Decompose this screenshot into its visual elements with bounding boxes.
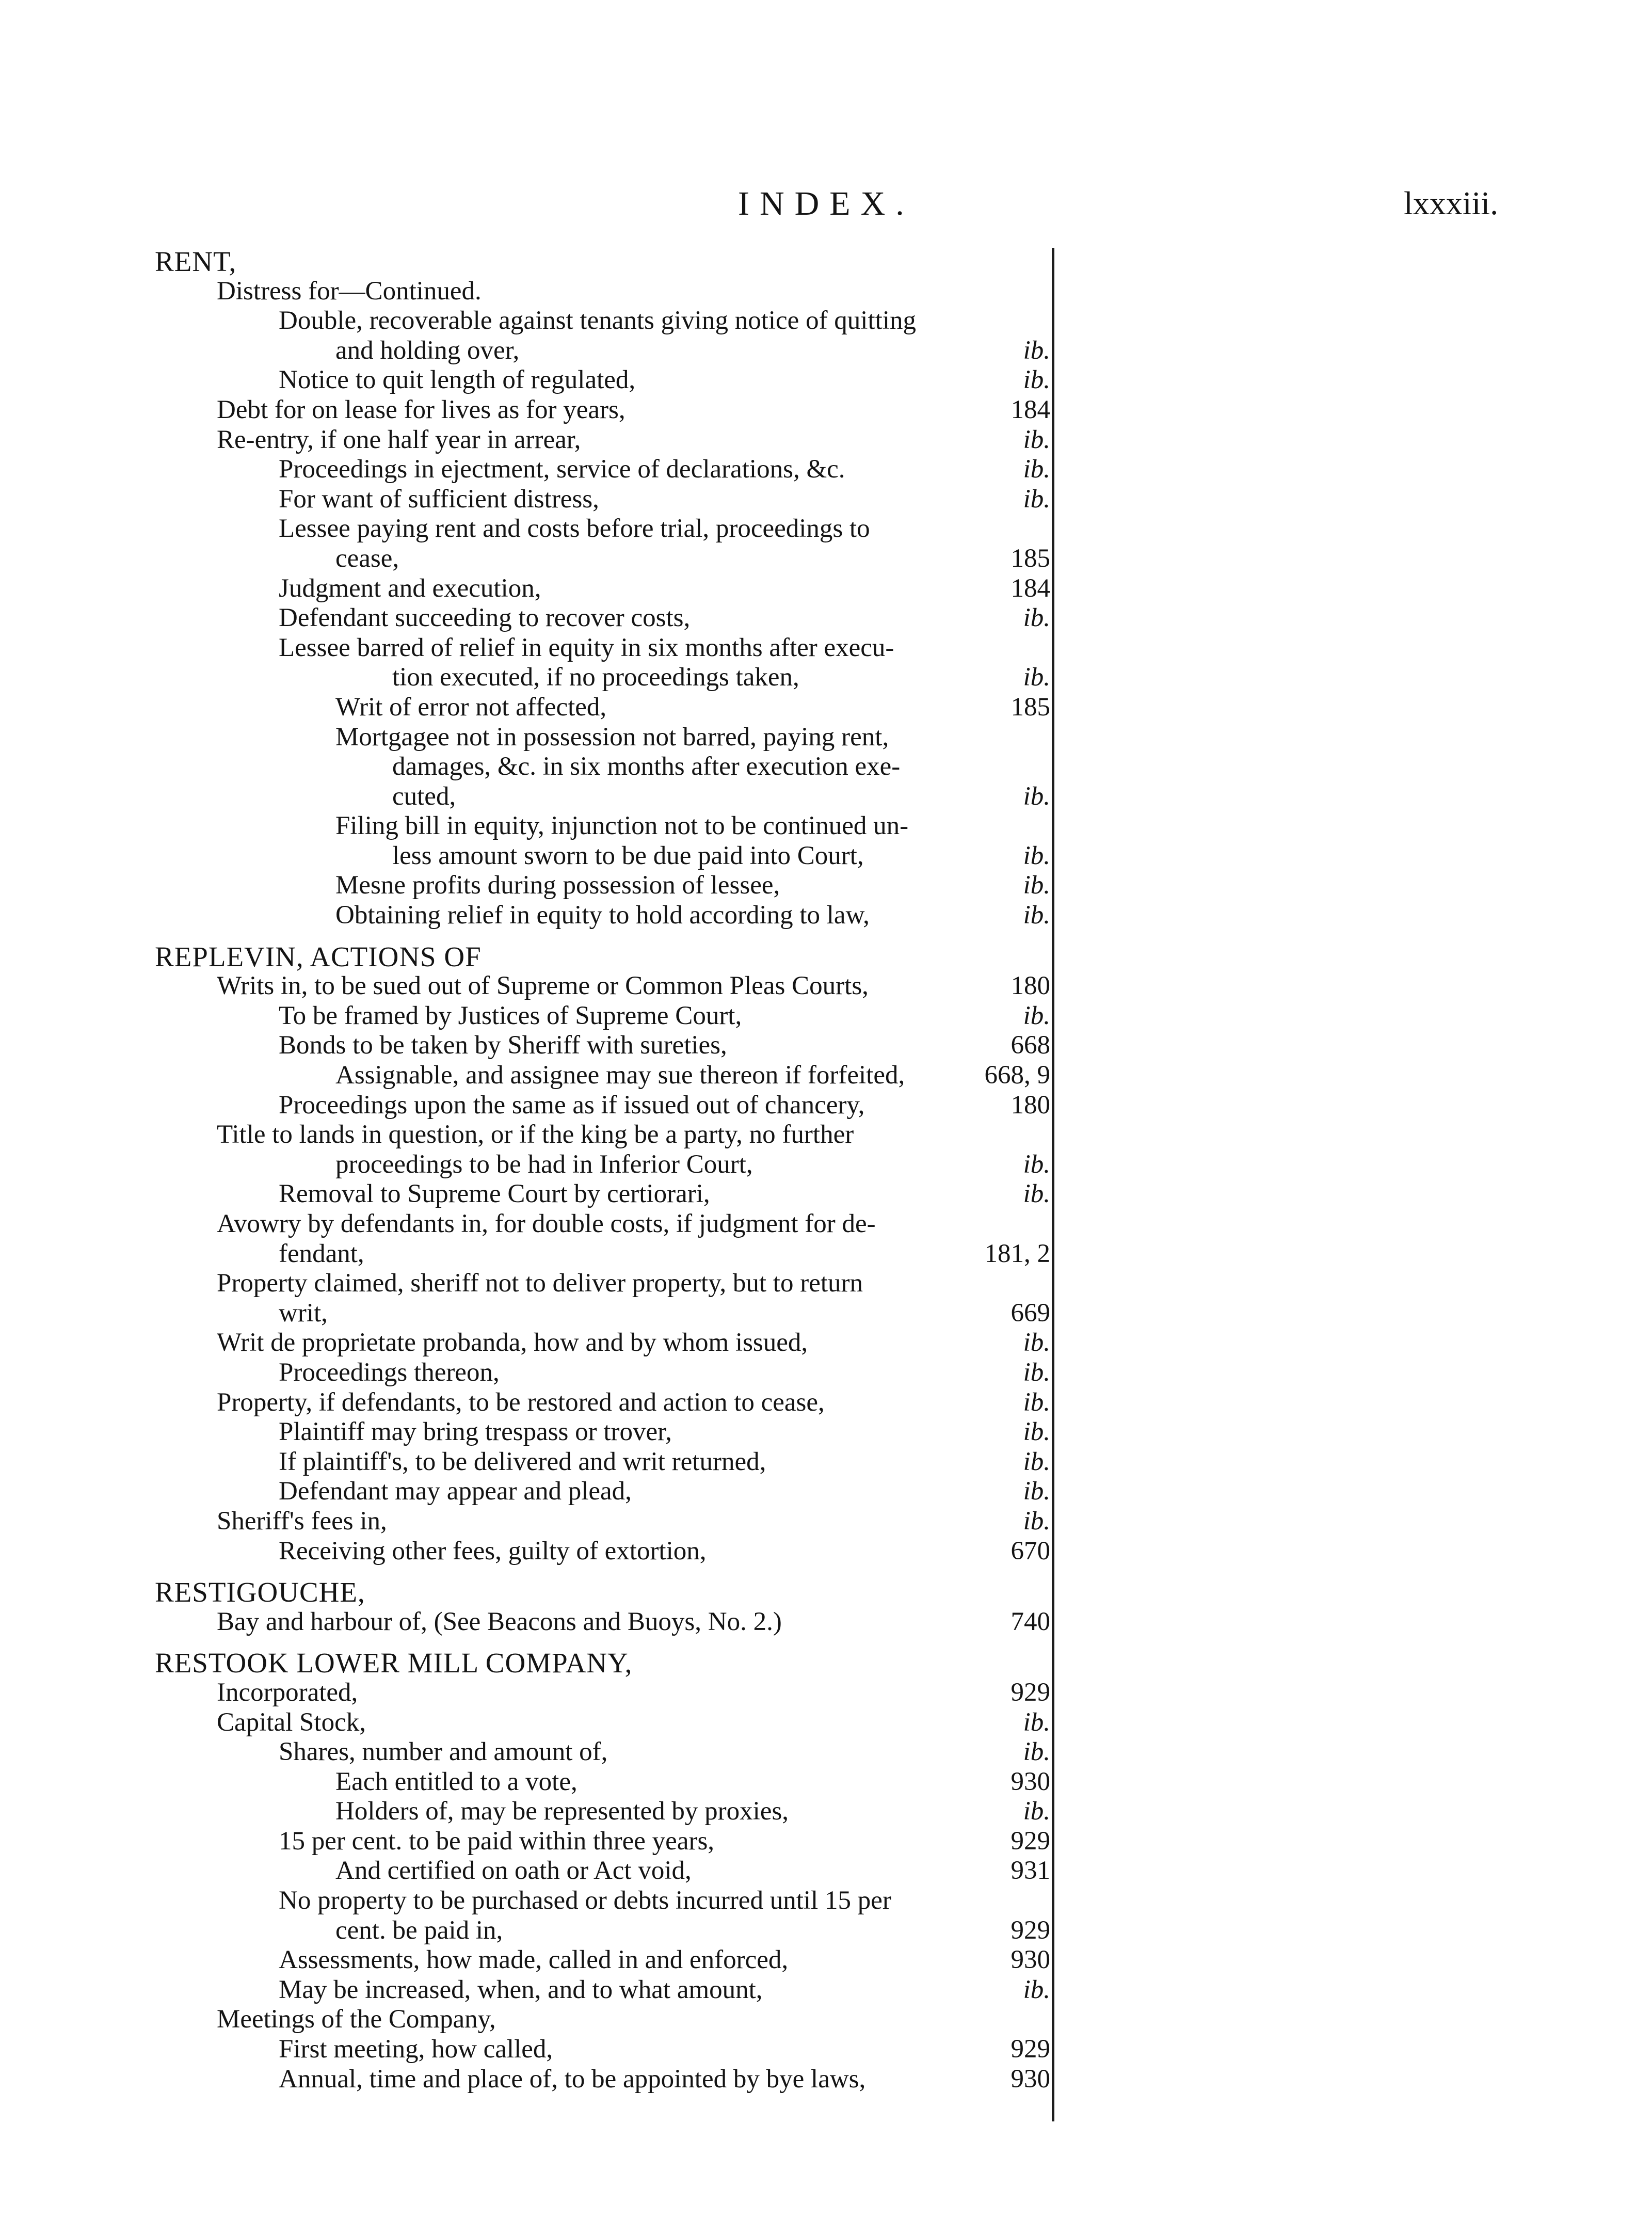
page-reference: 931 — [1011, 1856, 1050, 1886]
index-entry — [0, 1269, 1652, 1299]
entry-text: Assessments, how made, called in and enforced, — [279, 1945, 789, 1975]
index-entry — [0, 1299, 1652, 1329]
entry-text: Writ of error not affected, — [335, 692, 607, 722]
entry-text: No property to be purchased or debts incurred until 15 per — [279, 1886, 891, 1915]
entry-text: less amount sworn to be due paid into Court, — [392, 841, 864, 870]
index-entry — [0, 425, 1652, 455]
index-entry — [0, 1388, 1652, 1418]
index-entry — [0, 693, 1652, 723]
index-entry — [0, 603, 1652, 633]
entry-text: Proceedings thereon, — [279, 1357, 500, 1387]
index-entry — [0, 1945, 1652, 1975]
entry-text: And certified on oath or Act void, — [335, 1856, 692, 1886]
page-reference: ib. — [1023, 365, 1050, 395]
entry-text: Lessee paying rent and costs before trial, proceedings to — [279, 514, 870, 544]
index-body — [0, 247, 1652, 2094]
page-reference: ib. — [1023, 1975, 1050, 2004]
index-entry — [0, 1209, 1652, 1239]
entry-text: To be framed by Justices of Supreme Court, — [279, 1001, 742, 1030]
index-entry — [0, 1239, 1652, 1269]
index-entry — [0, 841, 1652, 871]
page-reference: ib. — [1023, 901, 1050, 930]
page-reference: ib. — [1023, 1001, 1050, 1030]
index-entry — [0, 574, 1652, 604]
index-entry — [0, 752, 1652, 782]
page-reference: ib. — [1023, 1387, 1050, 1417]
page-reference: ib. — [1023, 1797, 1050, 1826]
entry-text: tion executed, if no proceedings taken, — [392, 663, 799, 692]
index-entry — [0, 1001, 1652, 1031]
page-reference: ib. — [1023, 455, 1050, 484]
entry-text: Annual, time and place of, to be appointed by bye laws, — [279, 2064, 866, 2094]
entry-text: Mortgagee not in possession not barred, paying rent, — [335, 722, 889, 752]
entry-text: RENT, — [155, 246, 237, 277]
page-reference: 929 — [1011, 1915, 1050, 1945]
page-reference: ib. — [1023, 1357, 1050, 1387]
page-reference: ib. — [1023, 1179, 1050, 1209]
index-entry — [0, 365, 1652, 395]
entry-text: Debt for on lease for lives as for years, — [217, 395, 625, 424]
index-entry — [0, 1916, 1652, 1946]
page-reference: 929 — [1011, 2035, 1050, 2064]
page-reference: ib. — [1023, 871, 1050, 900]
entry-text: fendant, — [279, 1239, 364, 1268]
entry-text: Bay and harbour of, (See Beacons and Buoys, No. 2.) — [217, 1607, 782, 1636]
index-entry — [0, 1061, 1652, 1091]
entry-text: Avowry by defendants in, for double costs, if judgment for de- — [217, 1209, 876, 1238]
page-reference: ib. — [1023, 425, 1050, 454]
page-reference: ib. — [1023, 841, 1050, 870]
entry-text: Lessee barred of relief in equity in six months after execu- — [279, 633, 894, 662]
index-heading — [0, 247, 1652, 277]
index-entry — [0, 336, 1652, 366]
index-heading — [0, 1577, 1652, 1607]
index-entry — [0, 1537, 1652, 1567]
entry-text: May be increased, when, and to what amount, — [279, 1975, 763, 2004]
page-reference: 184 — [1011, 395, 1050, 424]
page-reference: 181, 2 — [984, 1239, 1050, 1268]
index-entry — [0, 455, 1652, 485]
page-reference: 185 — [1011, 544, 1050, 573]
entry-text: 15 per cent. to be paid within three years, — [279, 1826, 715, 1856]
index-entry — [0, 306, 1652, 336]
page-reference: ib. — [1023, 1737, 1050, 1767]
entry-text: Re-entry, if one half year in arrear, — [217, 425, 581, 454]
index-entry — [0, 871, 1652, 901]
index-entry — [0, 1975, 1652, 2005]
index-entry — [0, 1120, 1652, 1150]
entry-text: Title to lands in question, or if the king be a party, no further — [217, 1120, 854, 1149]
index-entry — [0, 782, 1652, 812]
page-reference: 668 — [1011, 1031, 1050, 1060]
entry-text: cent. be paid in, — [335, 1915, 503, 1945]
page-reference: 930 — [1011, 2064, 1050, 2094]
page-reference: ib. — [1023, 484, 1050, 514]
index-entry — [0, 1886, 1652, 1916]
entry-text: For want of sufficient distress, — [279, 484, 599, 514]
entry-text: Removal to Supreme Court by certiorari, — [279, 1179, 710, 1209]
entry-text: Assignable, and assignee may sue thereon if forfeited, — [335, 1061, 905, 1090]
index-entry — [0, 1179, 1652, 1209]
index-entry — [0, 1417, 1652, 1447]
index-entry — [0, 1150, 1652, 1180]
index-entry — [0, 663, 1652, 693]
entry-text: Notice to quit length of regulated, — [279, 365, 636, 395]
index-entry — [0, 1607, 1652, 1637]
entry-text: Capital Stock, — [217, 1707, 366, 1737]
entry-text: Property claimed, sheriff not to deliver property, but to return — [217, 1269, 863, 1298]
page-reference: 929 — [1011, 1678, 1050, 1707]
entry-text: Sheriff's fees in, — [217, 1506, 387, 1536]
entry-text: Plaintiff may bring trespass or trover, — [279, 1417, 672, 1447]
entry-text: Incorporated, — [217, 1678, 358, 1707]
entry-text: If plaintiff's, to be delivered and writ returned, — [279, 1447, 766, 1476]
page-reference: 185 — [1011, 692, 1050, 722]
entry-text: First meeting, how called, — [279, 2035, 553, 2064]
index-entry — [0, 971, 1652, 1001]
page-title: INDEX. — [738, 185, 915, 222]
page-reference: 184 — [1011, 573, 1050, 603]
entry-text: Filing bill in equity, injunction not to be continued un- — [335, 811, 909, 841]
entry-text: Each entitled to a vote, — [335, 1767, 578, 1796]
page-reference: ib. — [1023, 1447, 1050, 1476]
page-reference: 930 — [1011, 1767, 1050, 1796]
index-entry — [0, 723, 1652, 753]
page-reference: ib. — [1023, 1477, 1050, 1506]
page-reference: 180 — [1011, 1090, 1050, 1120]
index-entry — [0, 2065, 1652, 2095]
entry-text: RESTOOK LOWER MILL COMPANY, — [155, 1647, 633, 1679]
entry-text: damages, &c. in six months after execution exe- — [392, 752, 901, 781]
index-entry — [0, 1507, 1652, 1537]
index-entry — [0, 395, 1652, 425]
index-entry — [0, 485, 1652, 515]
page-reference: ib. — [1023, 663, 1050, 692]
entry-text: Double, recoverable against tenants giving notice of quitting — [279, 306, 916, 336]
page-reference: ib. — [1023, 1149, 1050, 1179]
page-reference: 668, 9 — [984, 1061, 1050, 1090]
page-reference: 180 — [1011, 971, 1050, 1001]
index-entry — [0, 1708, 1652, 1738]
index-entry — [0, 811, 1652, 841]
index-entry — [0, 1477, 1652, 1507]
entry-text: Obtaining relief in equity to hold according to law, — [335, 901, 870, 930]
index-entry — [0, 1797, 1652, 1827]
index-entry — [0, 514, 1652, 544]
entry-text: Receiving other fees, guilty of extortion, — [279, 1536, 707, 1566]
entry-text: Bonds to be taken by Sheriff with sureties, — [279, 1031, 727, 1060]
page-reference: ib. — [1023, 1707, 1050, 1737]
index-entry — [0, 1031, 1652, 1061]
page-reference: ib. — [1023, 1328, 1050, 1357]
entry-text: Shares, number and amount of, — [279, 1737, 608, 1767]
entry-text: Judgment and execution, — [279, 573, 541, 603]
index-entry — [0, 1856, 1652, 1886]
index-entry — [0, 1737, 1652, 1767]
entry-text: Writs in, to be sued out of Supreme or Common Pleas Courts, — [217, 971, 869, 1001]
index-entry — [0, 1827, 1652, 1857]
page-reference: ib. — [1023, 781, 1050, 811]
page-reference: ib. — [1023, 603, 1050, 633]
entry-text: writ, — [279, 1298, 328, 1328]
page-reference: 740 — [1011, 1607, 1050, 1636]
index-entry — [0, 277, 1652, 307]
page-number: lxxxiii. — [1404, 185, 1499, 221]
index-entry — [0, 1328, 1652, 1358]
index-entry — [0, 1091, 1652, 1121]
index-entry — [0, 901, 1652, 931]
entry-text: cease, — [335, 544, 399, 573]
entry-text: Holders of, may be represented by proxies, — [335, 1797, 789, 1826]
entry-text: Proceedings upon the same as if issued out of chancery, — [279, 1090, 865, 1120]
entry-text: Defendant may appear and plead, — [279, 1477, 632, 1506]
entry-text: Distress for—Continued. — [217, 276, 482, 306]
entry-text: Writ de proprietate probanda, how and by whom issued, — [217, 1328, 808, 1357]
entry-text: Meetings of the Company, — [217, 2005, 496, 2034]
entry-text: Defendant succeeding to recover costs, — [279, 603, 691, 633]
entry-text: RESTIGOUCHE, — [155, 1576, 365, 1608]
entry-text: Mesne profits during possession of lessee, — [335, 871, 780, 900]
page-reference: ib. — [1023, 1417, 1050, 1447]
index-entry — [0, 1767, 1652, 1797]
index-heading — [0, 942, 1652, 972]
index-entry — [0, 2035, 1652, 2065]
index-entry — [0, 544, 1652, 574]
index-entry — [0, 633, 1652, 663]
index-heading — [0, 1648, 1652, 1678]
index-entry — [0, 1358, 1652, 1388]
page-reference: ib. — [1023, 336, 1050, 365]
index-entry — [0, 1447, 1652, 1477]
entry-text: Property, if defendants, to be restored and action to cease, — [217, 1387, 825, 1417]
page-reference: 670 — [1011, 1536, 1050, 1566]
entry-text: REPLEVIN, ACTIONS OF — [155, 940, 482, 972]
page-reference: 929 — [1011, 1826, 1050, 1856]
entry-text: and holding over, — [335, 336, 520, 365]
entry-text: Proceedings in ejectment, service of declarations, &c. — [279, 455, 845, 484]
page-reference: 669 — [1011, 1298, 1050, 1328]
entry-text: proceedings to be had in Inferior Court, — [335, 1149, 753, 1179]
index-entry — [0, 1678, 1652, 1708]
index-entry — [0, 2005, 1652, 2035]
page-reference: 930 — [1011, 1945, 1050, 1975]
page-reference: ib. — [1023, 1506, 1050, 1536]
entry-text: cuted, — [392, 781, 456, 811]
